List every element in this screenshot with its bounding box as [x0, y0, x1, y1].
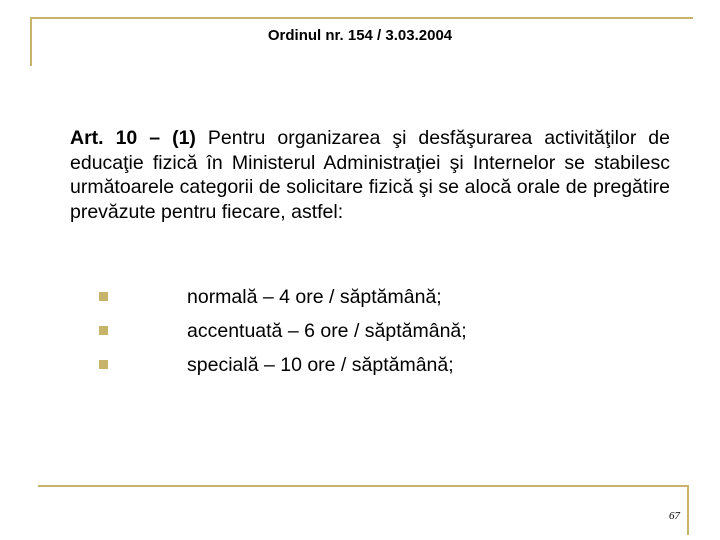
bullet-text: accentuată – 6 ore / săptămână;: [187, 320, 467, 342]
list-item: [0, 319, 720, 353]
article-lead: Art. 10 – (1): [70, 127, 196, 149]
frame-top-line: [30, 17, 693, 19]
list-item: [0, 285, 720, 319]
bullet-list: [0, 285, 720, 387]
slide-title: Ordinul nr. 154 / 3.03.2004: [267, 27, 453, 44]
bullet-text: specială – 10 ore / săptămână;: [187, 354, 454, 376]
square-bullet-icon: [99, 360, 108, 369]
article-paragraph: [70, 126, 670, 224]
article-text: Pentru organizarea şi desfăşurarea activităţilor de educaţie fizică în Ministerul Administraţiei şi Internelor se stabilesc următoarele categorii de solicitare fizică şi se alocă orale de pregătire prevăzute pentru fiecare, astfel:: [70, 127, 670, 223]
square-bullet-icon: [99, 292, 108, 301]
frame-bottom-line: [38, 485, 688, 487]
list-item: [0, 353, 720, 387]
page-number: 67: [669, 510, 680, 522]
square-bullet-icon: [99, 326, 108, 335]
frame-right-line: [687, 485, 689, 535]
bullet-text: normală – 4 ore / săptămână;: [187, 286, 442, 308]
